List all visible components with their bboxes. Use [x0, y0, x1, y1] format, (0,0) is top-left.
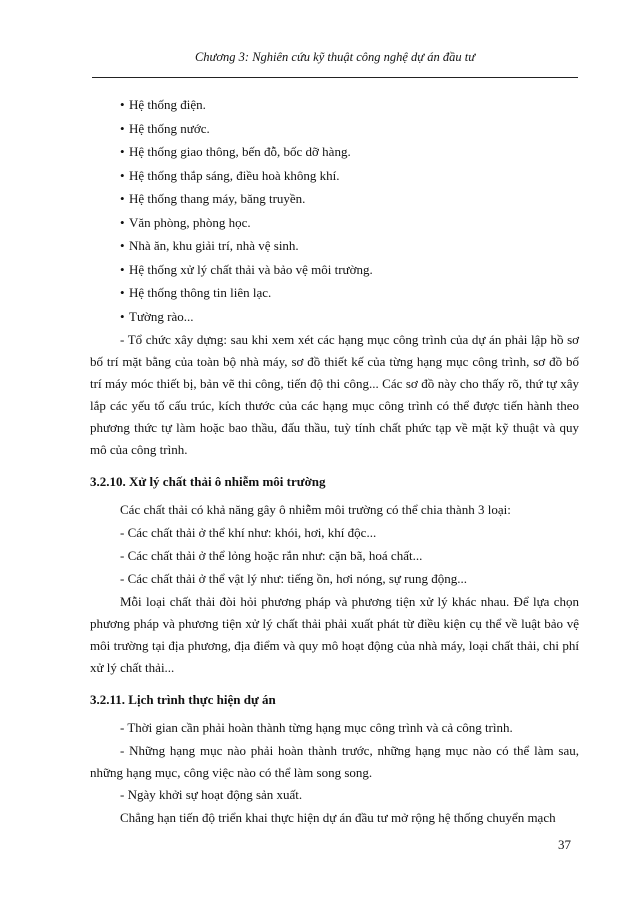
bullet-dot-icon: • [120, 167, 125, 183]
waste-paragraph: Mỗi loại chất thải đòi hỏi phương pháp và phương tiện xử lý khác nhau. Để lựa chọn phương pháp và phương tiện xử lý chất thải phải xuất phát từ điều kiện cụ thể về luật bảo vệ môi trường tại địa phương, địa điểm và quy mô hoạt động của nhà máy, loại chất thải, chi phí xử lý chất thải... [90, 594, 579, 675]
bullet-text: Hệ thống giao thông, bến đỗ, bốc dỡ hàng. [129, 144, 351, 159]
bullet-text: Hệ thống nước. [129, 120, 210, 136]
waste-intro: Các chất thải có khả năng gây ô nhiễm môi trường có thể chia thành 3 loại: [120, 502, 511, 517]
bullet-text: Hệ thống xử lý chất thải và bảo vệ môi trường. [129, 261, 373, 277]
bullet-item [90, 282, 579, 306]
bullet-item [90, 235, 579, 259]
bullet-dot-icon: • [120, 191, 125, 206]
header-divider [92, 77, 578, 78]
section-heading-waste: 3.2.10. Xử lý chất thải ô nhiễm môi trường [90, 474, 326, 489]
section-heading-schedule: 3.2.11. Lịch trình thực hiện dự án [90, 692, 276, 707]
bullet-item [90, 141, 579, 165]
waste-item-physical: - Các chất thải ở thể vật lý như: tiếng ồn, hơi nóng, sự rung động... [120, 571, 468, 586]
bullet-dot-icon: • [120, 261, 125, 277]
bullet-item [90, 94, 579, 118]
bullet-text: Văn phòng, phòng học. [129, 214, 251, 230]
page-content [90, 94, 579, 830]
bullet-text: Hệ thống thắp sáng, điều hoà không khí. [129, 167, 340, 183]
bullet-item [90, 188, 579, 212]
schedule-closing: Chẳng hạn tiến độ triển khai thực hiện dự án đầu tư mở rộng hệ thống chuyển mạch [120, 810, 556, 825]
bullet-text: Nhà ăn, khu giải trí, nhà vệ sinh. [129, 238, 299, 253]
schedule-item-order: - Những hạng mục nào phải hoàn thành trước, những hạng mục nào có thể làm sau, những hạng mục, công việc nào có thể làm song song. [90, 743, 579, 780]
bullet-dot-icon: • [120, 238, 125, 253]
bullet-dot-icon: • [120, 120, 125, 136]
bullet-text: Hệ thống thang máy, băng truyền. [129, 191, 306, 206]
schedule-item-start: - Ngày khởi sự hoạt động sản xuất. [120, 787, 303, 802]
waste-item-liquid: - Các chất thải ở thể lỏng hoặc rắn như: cặn bã, hoá chất... [120, 548, 423, 563]
bullet-item [90, 259, 579, 283]
schedule-item-time: - Thời gian cần phải hoàn thành từng hạng mục công trình và cả công trình. [120, 720, 513, 735]
page-header: Chương 3: Nghiên cứu kỹ thuật công nghệ dự án đầu tư [194, 50, 476, 64]
bullet-list [90, 94, 579, 329]
bullet-item [90, 212, 579, 236]
bullet-text: Tường rào... [129, 308, 194, 324]
bullet-item [90, 165, 579, 189]
bullet-dot-icon: • [120, 214, 125, 230]
bullet-text: Hệ thống thông tin liên lạc. [129, 285, 272, 300]
bullet-dot-icon: • [120, 144, 125, 159]
bullet-item [90, 118, 579, 142]
bullet-dot-icon: • [120, 308, 125, 324]
bullet-text: Hệ thống điện. [129, 97, 206, 112]
waste-item-gas: - Các chất thải ở thể khí như: khói, hơi, khí độc... [120, 525, 377, 540]
page-number: 37 [558, 837, 571, 852]
bullet-dot-icon: • [120, 97, 125, 112]
bullet-dot-icon: • [120, 285, 125, 300]
bullet-item [90, 306, 579, 330]
paragraph-organization: - Tổ chức xây dựng: sau khi xem xét các hạng mục công trình của dự án phải lập hồ sơ bố trí mặt bằng của toàn bộ nhà máy, sơ đồ thiết kế của từng hạng mục công trình, sơ đồ bố trí máy móc thiết bị, bản vẽ thi công, tiến độ thi công... Các sơ đồ này cho thấy rõ, thứ tự xây lắp các yếu tố cấu trúc, kích thước của các hạng mục công trình có thể được tiến hành theo phương thức tự làm hoặc bao thầu, đấu thầu, tuỳ tính chất phức tạp về mặt kỹ thuật và quy mô của công trình. [90, 332, 579, 457]
